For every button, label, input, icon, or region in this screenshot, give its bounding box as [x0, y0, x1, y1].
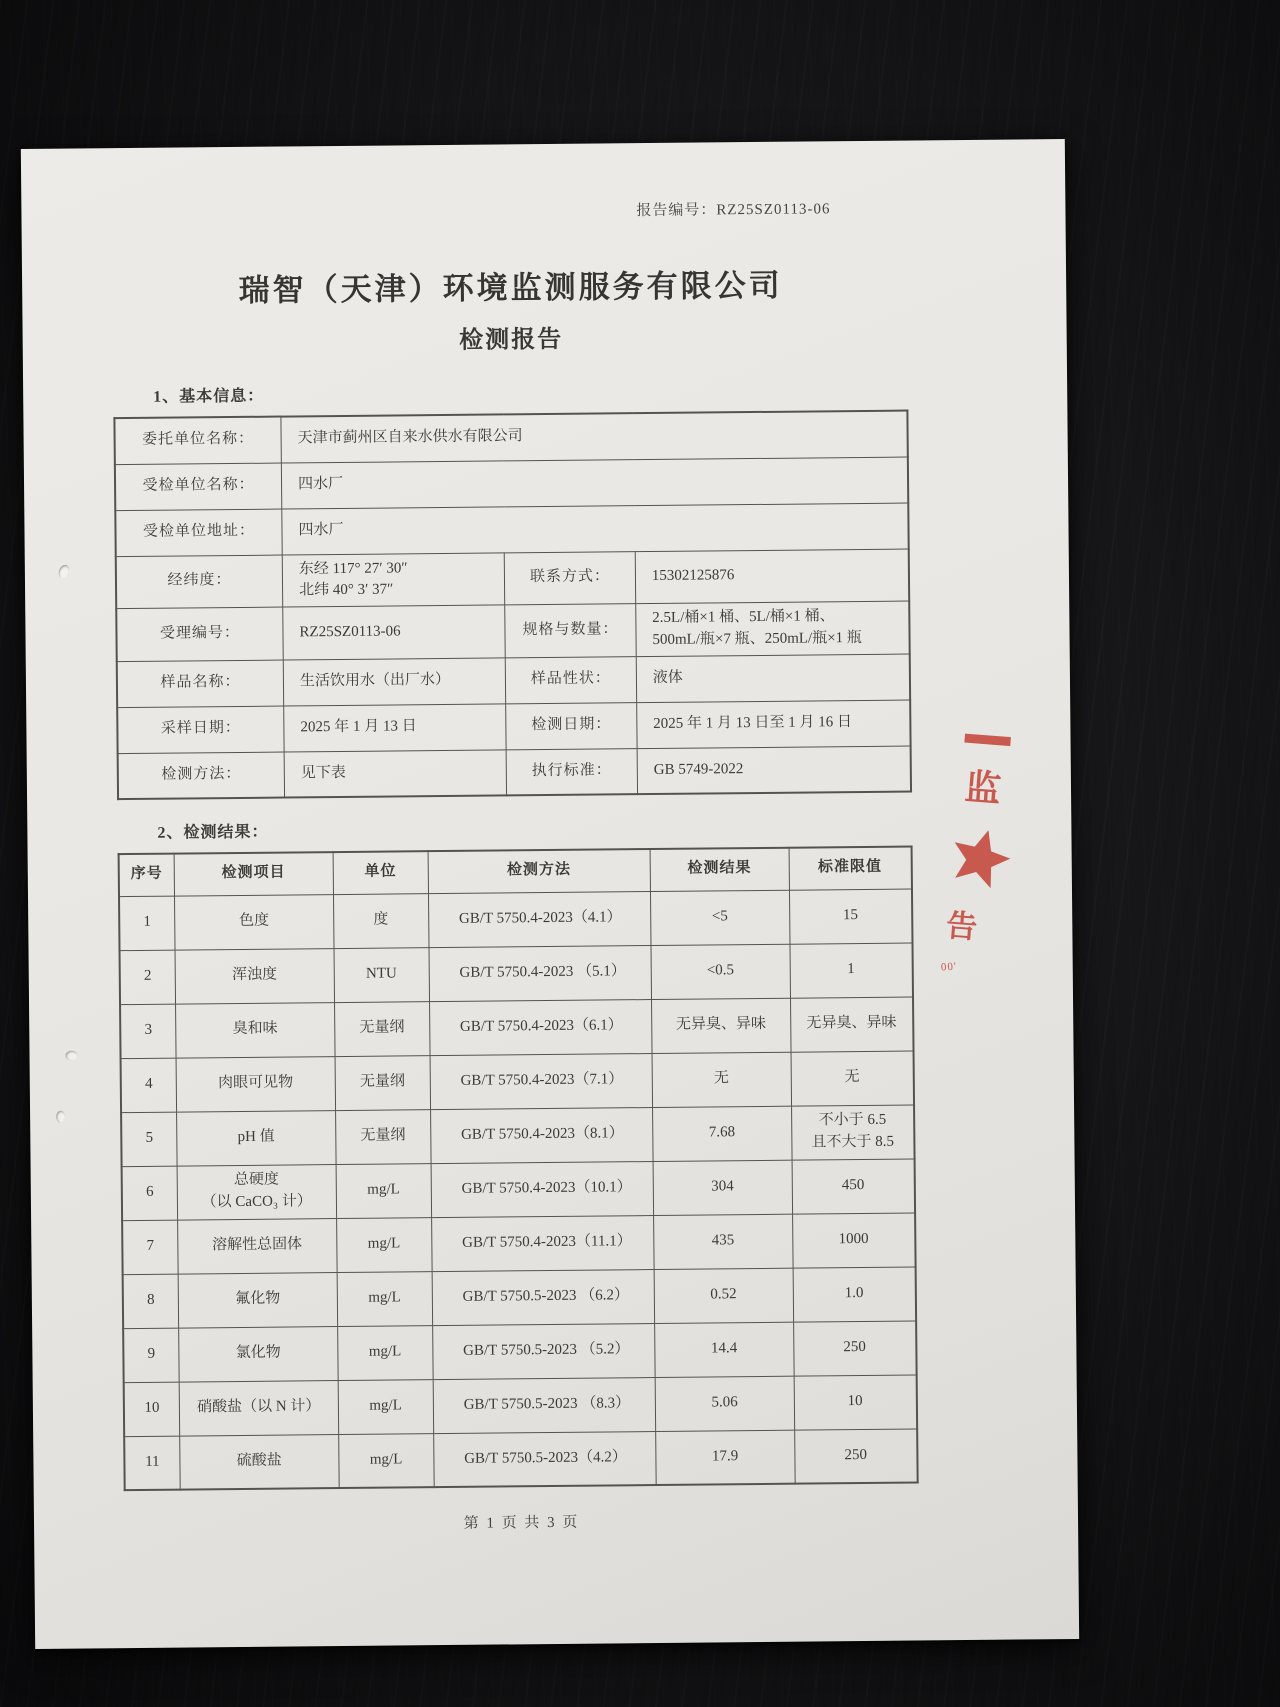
standard-limit: 1000	[792, 1213, 915, 1268]
stamp-digits: 00'	[940, 960, 958, 974]
basic-info-row	[115, 503, 908, 557]
unit: 无量纲	[335, 1109, 431, 1164]
basic-info-row	[118, 746, 911, 800]
test-item: 总硬度 （以 CaCO₃ 计）	[177, 1164, 336, 1220]
test-method: GB/T 5750.4-2023（11.1）	[431, 1215, 654, 1271]
field-value: 2025 年 1 月 13 日	[284, 703, 506, 751]
test-method: GB/T 5750.5-2023 （6.2）	[432, 1269, 655, 1325]
results-row	[123, 1267, 916, 1329]
unit: mg/L	[337, 1325, 433, 1380]
basic-info-table	[113, 410, 912, 801]
unit: NTU	[334, 947, 430, 1002]
field-value: 四水厂	[282, 503, 909, 555]
field-value: 15302125876	[635, 549, 909, 604]
field-label: 受检单位名称：	[115, 463, 282, 511]
test-item: 氟化物	[178, 1272, 337, 1328]
test-result: <0.5	[651, 944, 790, 999]
field-value: 2.5L/桶×1 桶、5L/桶×1 桶、 500mL/瓶×7 瓶、250mL/瓶×1 瓶	[636, 601, 910, 656]
page-footer: 第 1 页 共 3 页	[463, 1514, 580, 1532]
test-method: GB/T 5750.4-2023（4.1）	[428, 891, 651, 947]
unit: 度	[333, 893, 429, 948]
field-label: 经纬度：	[116, 555, 283, 609]
section-2-heading: 2、检测结果：	[157, 823, 269, 842]
unit: mg/L	[338, 1433, 434, 1488]
section-1-heading: 1、基本信息：	[153, 387, 265, 406]
test-method: GB/T 5750.4-2023（10.1）	[431, 1161, 654, 1217]
test-item: 氯化物	[179, 1326, 338, 1382]
row-index: 3	[120, 1004, 176, 1059]
basic-info-row	[116, 549, 909, 609]
field-value: 见下表	[284, 749, 506, 797]
test-result: 0.52	[654, 1268, 793, 1323]
test-method: GB/T 5750.4-2023（6.1）	[429, 999, 652, 1055]
unit: 无量纲	[334, 1001, 430, 1056]
row-index: 1	[119, 896, 175, 951]
results-row	[120, 997, 913, 1059]
test-item: 肉眼可见物	[176, 1056, 335, 1112]
basic-info-row	[117, 700, 910, 754]
results-row	[120, 943, 913, 1005]
row-index: 8	[123, 1274, 179, 1329]
report-title: 检测报告	[459, 326, 564, 354]
test-item: 硫酸盐	[180, 1434, 339, 1490]
field-label: 检测方法：	[118, 752, 285, 800]
test-result: 无	[652, 1052, 791, 1107]
basic-info-row	[114, 411, 907, 465]
unit: mg/L	[337, 1271, 433, 1326]
field-value: 天津市蓟州区自来水供水有限公司	[281, 411, 908, 463]
report-number-label: 报告编号：	[636, 202, 717, 220]
test-item: 浑浊度	[175, 948, 334, 1004]
standard-limit: 10	[794, 1375, 917, 1430]
results-row	[123, 1321, 916, 1383]
unit: mg/L	[338, 1379, 434, 1434]
test-result: <5	[650, 890, 789, 945]
page-content	[21, 139, 1078, 1537]
standard-limit: 250	[793, 1321, 916, 1376]
row-index: 6	[122, 1166, 178, 1221]
results-column-header: 检测方法	[428, 849, 650, 893]
test-result: 304	[653, 1160, 792, 1215]
results-table	[118, 846, 919, 1492]
results-row	[124, 1429, 917, 1491]
unit: 无量纲	[335, 1055, 431, 1110]
field-label: 委托单位名称：	[114, 417, 281, 465]
field-value: RZ25SZ0113-06	[283, 605, 506, 660]
field-label: 联系方式：	[504, 551, 635, 605]
test-method: GB/T 5750.5-2023 （8.3）	[433, 1377, 656, 1433]
test-result: 17.9	[655, 1430, 794, 1485]
results-column-header: 序号	[119, 854, 175, 897]
company-name: 瑞智（天津）环境监测服务有限公司	[238, 267, 783, 308]
field-label: 受检单位地址：	[115, 509, 282, 557]
test-method: GB/T 5750.4-2023 （5.1）	[429, 945, 652, 1001]
field-value: 2025 年 1 月 13 日至 1 月 16 日	[637, 700, 911, 749]
field-label: 样品性状：	[505, 656, 636, 703]
field-label: 规格与数量：	[505, 604, 636, 658]
results-row	[121, 1105, 914, 1167]
basic-info-row	[116, 601, 909, 661]
field-value: 生活饮用水（出厂水）	[283, 657, 505, 705]
field-value: 液体	[636, 654, 910, 703]
row-index: 7	[122, 1220, 178, 1275]
results-row	[124, 1375, 917, 1437]
test-method: GB/T 5750.4-2023（7.1）	[430, 1053, 653, 1109]
report-page	[21, 139, 1079, 1649]
test-result: 7.68	[652, 1106, 791, 1161]
standard-limit: 250	[794, 1429, 917, 1484]
basic-info-row	[115, 457, 908, 511]
unit: mg/L	[336, 1163, 432, 1218]
results-row	[119, 889, 912, 951]
row-index: 2	[120, 950, 176, 1005]
field-value: 四水厂	[281, 457, 908, 509]
basic-info-row	[117, 654, 910, 708]
standard-limit: 1.0	[793, 1267, 916, 1322]
test-result: 14.4	[654, 1322, 793, 1377]
results-row	[121, 1051, 914, 1113]
test-result: 435	[653, 1214, 792, 1269]
field-label: 检测日期：	[506, 702, 637, 749]
stamp-char-top: 监	[963, 766, 1003, 810]
unit: mg/L	[336, 1217, 432, 1272]
field-label: 执行标准：	[506, 748, 637, 795]
standard-limit: 1	[790, 943, 913, 998]
row-index: 9	[123, 1328, 179, 1383]
standard-limit: 15	[789, 889, 912, 944]
row-index: 11	[124, 1436, 180, 1491]
field-value: 东经 117° 27′ 30″ 北纬 40° 3′ 37″	[282, 552, 505, 607]
standard-limit: 450	[792, 1159, 915, 1214]
field-label: 样品名称：	[117, 660, 284, 708]
test-item: pH 值	[177, 1110, 336, 1166]
test-result: 5.06	[655, 1376, 794, 1431]
test-method: GB/T 5750.5-2023（4.2）	[433, 1431, 656, 1487]
report-number-value: RZ25SZ0113-06	[716, 201, 831, 219]
results-column-header: 检测结果	[650, 848, 789, 891]
field-label: 采样日期：	[117, 706, 284, 754]
standard-limit: 无	[791, 1051, 914, 1106]
results-column-header: 标准限值	[789, 847, 912, 890]
row-index: 4	[121, 1058, 177, 1113]
results-column-header: 检测项目	[174, 852, 333, 896]
results-row	[122, 1159, 915, 1221]
report-number	[111, 197, 908, 225]
test-item: 硝酸盐（以 N 计）	[179, 1380, 338, 1436]
test-item: 溶解性总固体	[178, 1218, 337, 1274]
standard-limit: 不小于 6.5 且不大于 8.5	[791, 1105, 914, 1160]
test-item: 色度	[174, 894, 333, 950]
results-row	[122, 1213, 915, 1275]
test-result: 无异臭、异味	[651, 998, 790, 1053]
test-method: GB/T 5750.4-2023（8.1）	[430, 1107, 653, 1163]
field-value: GB 5749-2022	[637, 746, 911, 795]
row-index: 10	[124, 1382, 180, 1437]
results-column-header: 单位	[333, 851, 429, 894]
test-method: GB/T 5750.5-2023 （5.2）	[432, 1323, 655, 1379]
row-index: 5	[121, 1112, 177, 1167]
field-label: 受理编号：	[116, 607, 283, 661]
standard-limit: 无异臭、异味	[790, 997, 913, 1052]
test-item: 臭和味	[176, 1002, 335, 1058]
stamp-char-bottom: 告	[944, 908, 979, 946]
